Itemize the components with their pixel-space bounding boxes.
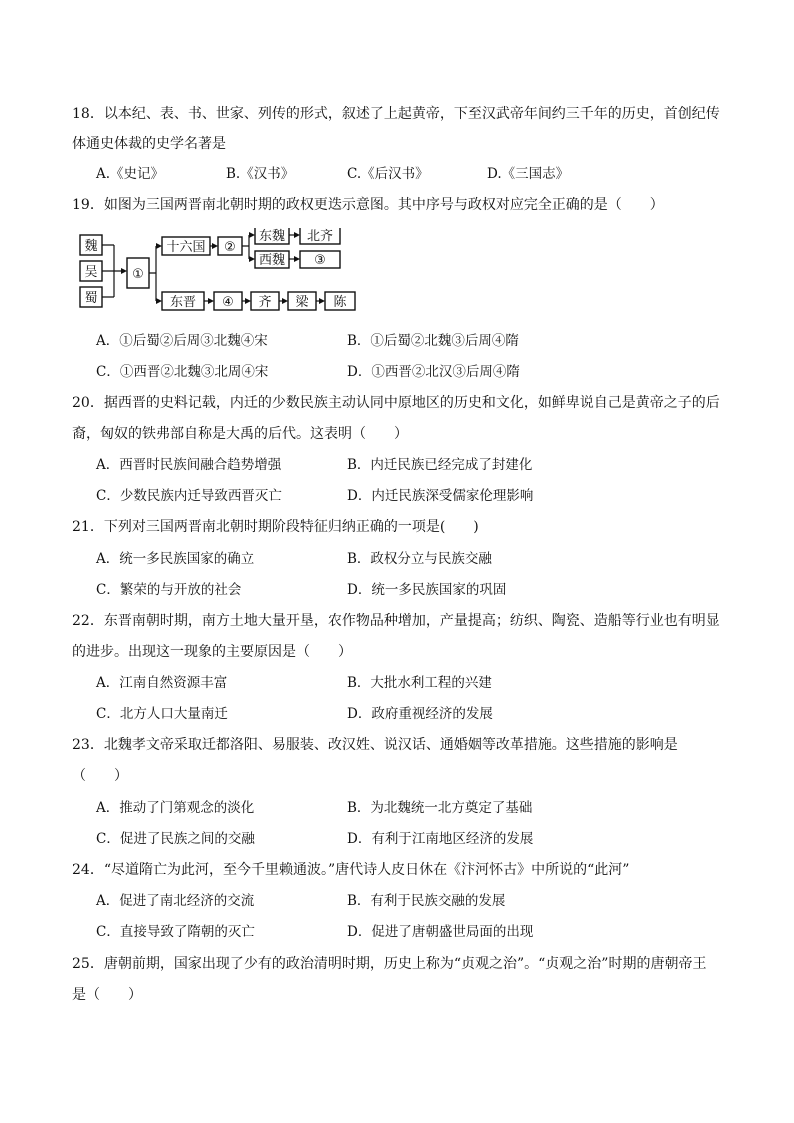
q22-option-c: C．北方人口大量南迁 xyxy=(96,706,228,722)
arrow-to-xiwei xyxy=(249,256,255,262)
q23-option-a: A．推动了门第观念的淡化 xyxy=(96,800,255,816)
q19-stem-line1: 19．如图为三国两晋南北朝时期的政权更迭示意图。其中序号与政权对应完全正确的是（ ） xyxy=(72,197,664,213)
q25-stem-line2: 是（ ） xyxy=(72,987,142,1003)
q22-option-b: B．大批水利工程的兴建 xyxy=(347,675,492,691)
connector-split xyxy=(149,246,158,301)
q20-option-c: C．少数民族内迁导致西晋灭亡 xyxy=(96,488,282,504)
q19-option-d: D．①西晋②北汉③后周④隋 xyxy=(347,364,520,380)
q23-option-c: C．促进了民族之间的交融 xyxy=(96,831,255,847)
label-n1: ① xyxy=(132,267,144,282)
q22-stem-line1: 22．东晋南朝时期，南方土地大量开垦，农作物品种增加，产量提高；纺织、陶瓷、造船等行业也有明显 xyxy=(72,613,720,629)
arrow-to-chen xyxy=(319,298,325,304)
q21-option-a: A．统一多民族国家的确立 xyxy=(96,551,255,567)
q18-option-d: D.《三国志》 xyxy=(487,166,570,182)
label-dongjin: 东晋 xyxy=(169,295,197,310)
label-chen: 陈 xyxy=(333,295,347,310)
regime-succession-diagram xyxy=(72,228,362,312)
q20-option-b: B．内迁民族已经完成了封建化 xyxy=(347,457,533,473)
connector-three-kingdoms xyxy=(102,245,122,297)
q24-stem-line1: 24．“尽道隋亡为此河，至今千里赖通波。”唐代诗人皮日休在《汴河怀古》中所说的“此河” xyxy=(72,862,630,878)
q21-option-d: D．统一多民族国家的巩固 xyxy=(347,582,507,598)
q23-option-b: B．为北魏统一北方奠定了基础 xyxy=(347,800,533,816)
q20-option-d: D．内迁民族深受儒家伦理影响 xyxy=(347,488,534,504)
arrow-to-dongjin xyxy=(156,298,162,304)
q18-option-a: A.《史记》 xyxy=(96,166,165,182)
arrow-to-shiliuguo xyxy=(156,243,162,249)
label-shiliuguo: 十六国 xyxy=(166,240,206,255)
q20-option-a: A．西晋时民族间融合趋势增强 xyxy=(96,457,282,473)
connector-wei-split xyxy=(242,235,251,259)
q18-option-b: B.《汉书》 xyxy=(226,166,295,182)
label-wu: 吴 xyxy=(84,265,98,280)
q20-stem-line1: 20．据西晋的史料记载，内迁的少数民族主动认同中原地区的历史和文化，如鲜卑说自己是黄帝之子的后 xyxy=(72,395,720,411)
arrow-to-n2 xyxy=(212,243,218,249)
arrow-to-dongwei xyxy=(249,232,255,238)
q20-stem-line2: 裔，匈奴的铁弗部自称是大禹的后代。这表明（ ） xyxy=(72,426,408,442)
arrow-to-n4 xyxy=(208,298,214,304)
q18-stem-line2: 体通史体裁的史学名著是 xyxy=(72,136,226,152)
label-wei: 魏 xyxy=(84,239,98,254)
q25-stem-line1: 25．唐朝前期，国家出现了少有的政治清明时期，历史上称为“贞观之治”。“贞观之治”时期的唐朝帝王 xyxy=(72,956,707,972)
label-shu: 蜀 xyxy=(84,291,98,306)
label-beiqi: 北齐 xyxy=(306,229,334,244)
arrow-to-beiqi xyxy=(294,232,300,238)
q19-option-a: A．①后蜀②后周③北魏④宋 xyxy=(96,333,268,349)
q19-option-c: C．①西晋②北魏③北周④宋 xyxy=(96,364,269,380)
q18-option-c: C.《后汉书》 xyxy=(347,166,429,182)
q23-stem-line2: （ ） xyxy=(72,768,128,784)
q19-option-b: B．①后蜀②北魏③后周④隋 xyxy=(347,333,519,349)
label-n3: ③ xyxy=(314,253,326,268)
q24-option-b: B．有利于民族交融的发展 xyxy=(347,893,506,909)
q22-option-a: A．江南自然资源丰富 xyxy=(96,675,228,691)
arrow-to-n3 xyxy=(294,256,300,262)
q24-option-a: A．促进了南北经济的交流 xyxy=(96,893,255,909)
q21-stem-line1: 21．下列对三国两晋南北朝时期阶段特征归纳正确的一项是( ) xyxy=(72,519,479,535)
label-n4: ④ xyxy=(222,295,234,310)
label-n2: ② xyxy=(224,240,236,255)
q18-stem-line1: 18．以本纪、表、书、世家、列传的形式，叙述了上起黄帝，下至汉武帝年间约三千年的历史，首创纪传 xyxy=(72,106,720,122)
q23-option-d: D．有利于江南地区经济的发展 xyxy=(347,831,534,847)
arrow-to-n1 xyxy=(121,268,127,274)
q22-option-d: D．政府重视经济的发展 xyxy=(347,706,493,722)
label-qi: 齐 xyxy=(258,295,272,310)
label-dongwei: 东魏 xyxy=(258,229,286,244)
q23-stem-line1: 23．北魏孝文帝采取迁都洛阳、易服装、改汉姓、说汉话、通婚姻等改革措施。这些措施的影响是 xyxy=(72,737,678,753)
q22-stem-line2: 的进步。出现这一现象的主要原因是（ ） xyxy=(72,644,352,660)
arrow-to-liang xyxy=(282,298,288,304)
label-liang: 梁 xyxy=(295,295,309,310)
q21-option-b: B．政权分立与民族交融 xyxy=(347,551,492,567)
arrow-to-qi xyxy=(245,298,251,304)
q24-option-d: D．促进了唐朝盛世局面的出现 xyxy=(347,924,534,940)
label-xiwei: 西魏 xyxy=(258,253,286,268)
q21-option-c: C．繁荣的与开放的社会 xyxy=(96,582,242,598)
q24-option-c: C．直接导致了隋朝的灭亡 xyxy=(96,924,255,940)
